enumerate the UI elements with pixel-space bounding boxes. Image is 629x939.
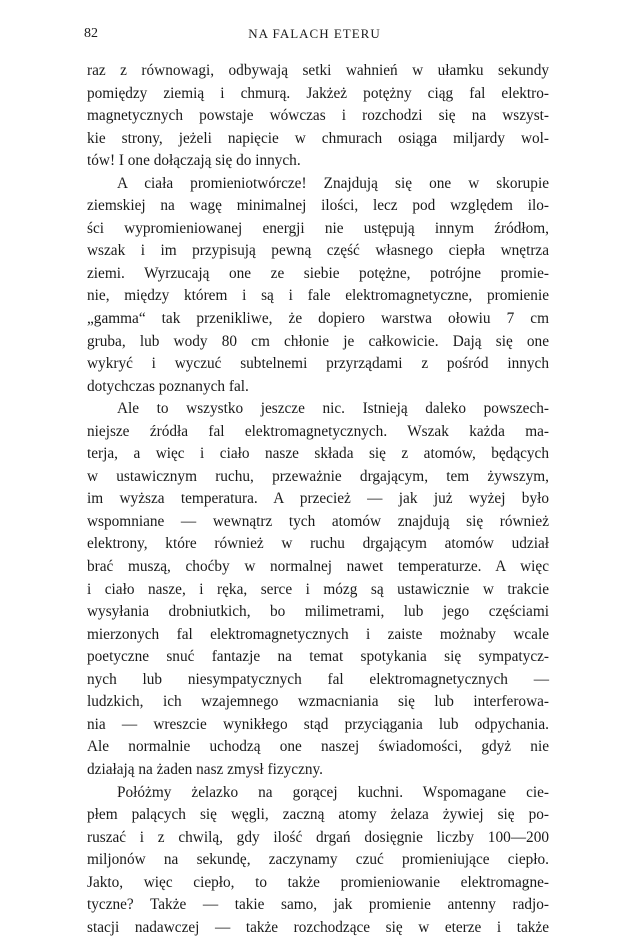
text-line: kie strony, jeżeli napięcie w chmurach osiąga miljardy wol-	[87, 128, 549, 151]
text-line: terja, a więc i ciało nasze składa się z atomów, będących	[87, 443, 549, 466]
body-text	[87, 60, 549, 939]
text-line: ruszać i z chwilą, gdy ilość drgań dosięgnie liczby 100—200	[87, 827, 549, 850]
text-line: „gamma“ tak przenikliwe, że dopiero warstwa ołowiu 7 cm	[87, 308, 549, 331]
text-line: elektrony, które również w ruchu drgającym atomów udział	[87, 533, 549, 556]
text-line: mierzonych fal elektromagnetycznych i zaiste możnaby wcale	[87, 624, 549, 647]
text-line: w ustawicznym ruchu, przeważnie drgającym, tem żywszym,	[87, 466, 549, 489]
paragraph	[87, 782, 549, 939]
text-line: i ciało nasze, i ręka, serce i mózg są ustawicznie w trakcie	[87, 579, 549, 602]
text-line: pomiędzy ziemią i chmurą. Jakżeż potężny ciąg fal elektro-	[87, 83, 549, 106]
text-line: nie, między którem i są i fale elektromagnetyczne, promienie	[87, 285, 549, 308]
text-line: wszak i im przypisują pewną część własnego ciepła wnętrza	[87, 240, 549, 263]
text-line: tów! I one dołączają się do innych.	[87, 150, 549, 173]
text-line: gruba, lub wody 80 cm chłonie je całkowicie. Dają się one	[87, 331, 549, 354]
text-line: wspomniane — wewnątrz tych atomów znajdują się również	[87, 511, 549, 534]
text-line: nia — wreszcie wynikłego stąd przyciągania lub odpychania.	[87, 714, 549, 737]
text-line: Jakto, więc ciepło, to także promieniowanie elektromagne-	[87, 872, 549, 895]
paragraph	[87, 60, 549, 173]
page-number: 82	[84, 26, 98, 42]
text-line: ści wypromieniowanej energji nie ustępują innym źródłom,	[87, 218, 549, 241]
text-line: dotychczas poznanych fal.	[87, 376, 549, 399]
text-line: niejsze źródła fal elektromagnetycznych. Wszak każda ma-	[87, 421, 549, 444]
paragraph	[87, 173, 549, 398]
text-line: stacji nadawczej — także rozchodzące się w eterze i także	[87, 917, 549, 939]
text-line: wysyłania drobniutkich, bo milimetrami, lub jego częściami	[87, 601, 549, 624]
text-line: nych lub niesympatycznych fal elektromagnetycznych —	[87, 669, 549, 692]
running-title: NA FALACH ETERU	[84, 26, 545, 42]
paragraph	[87, 398, 549, 781]
text-line: im wyższa temperatura. A przecież — jak już wyżej było	[87, 488, 549, 511]
text-line: raz z równowagi, odbywają setki wahnień w ułamku sekundy	[87, 60, 549, 83]
text-line: brać muszą, choćby w normalnej nawet temperaturze. A więc	[87, 556, 549, 579]
text-line: tyczne? Także — takie samo, jak promienie antenny radjo-	[87, 894, 549, 917]
text-line: poetyczne snuć fantazje na temat spotykania się sympatycz-	[87, 646, 549, 669]
text-line: ziemi. Wyrzucają one ze siebie potężne, potrójne promie-	[87, 263, 549, 286]
text-line: ludzkich, ich wzajemnego wzmacniania się lub interferowa-	[87, 691, 549, 714]
text-line: płem palących się węgli, zaczną atomy żelaza żywiej się po-	[87, 804, 549, 827]
text-line: Połóżmy żelazko na gorącej kuchni. Wspomagane cie-	[87, 782, 549, 805]
text-line: wykryć i wyczuć subtelnemi przyrządami z pośród innych	[87, 353, 549, 376]
text-line: magnetycznych powstaje wówczas i rozchodzi się na wszyst-	[87, 105, 549, 128]
text-line: ziemskiej na wagę minimalnej ilości, lecz pod względem ilo-	[87, 195, 549, 218]
text-line: miljonów na sekundę, zaczynamy czuć promieniujące ciepło.	[87, 849, 549, 872]
text-line: A ciała promieniotwórcze! Znajdują się one w skorupie	[87, 173, 549, 196]
text-line: działają na żaden nasz zmysł fizyczny.	[87, 759, 549, 782]
text-line: Ale to wszystko jeszcze nic. Istnieją daleko powszech-	[87, 398, 549, 421]
text-line: Ale normalnie uchodzą one naszej świadomości, gdyż nie	[87, 736, 549, 759]
page-header	[84, 26, 545, 46]
